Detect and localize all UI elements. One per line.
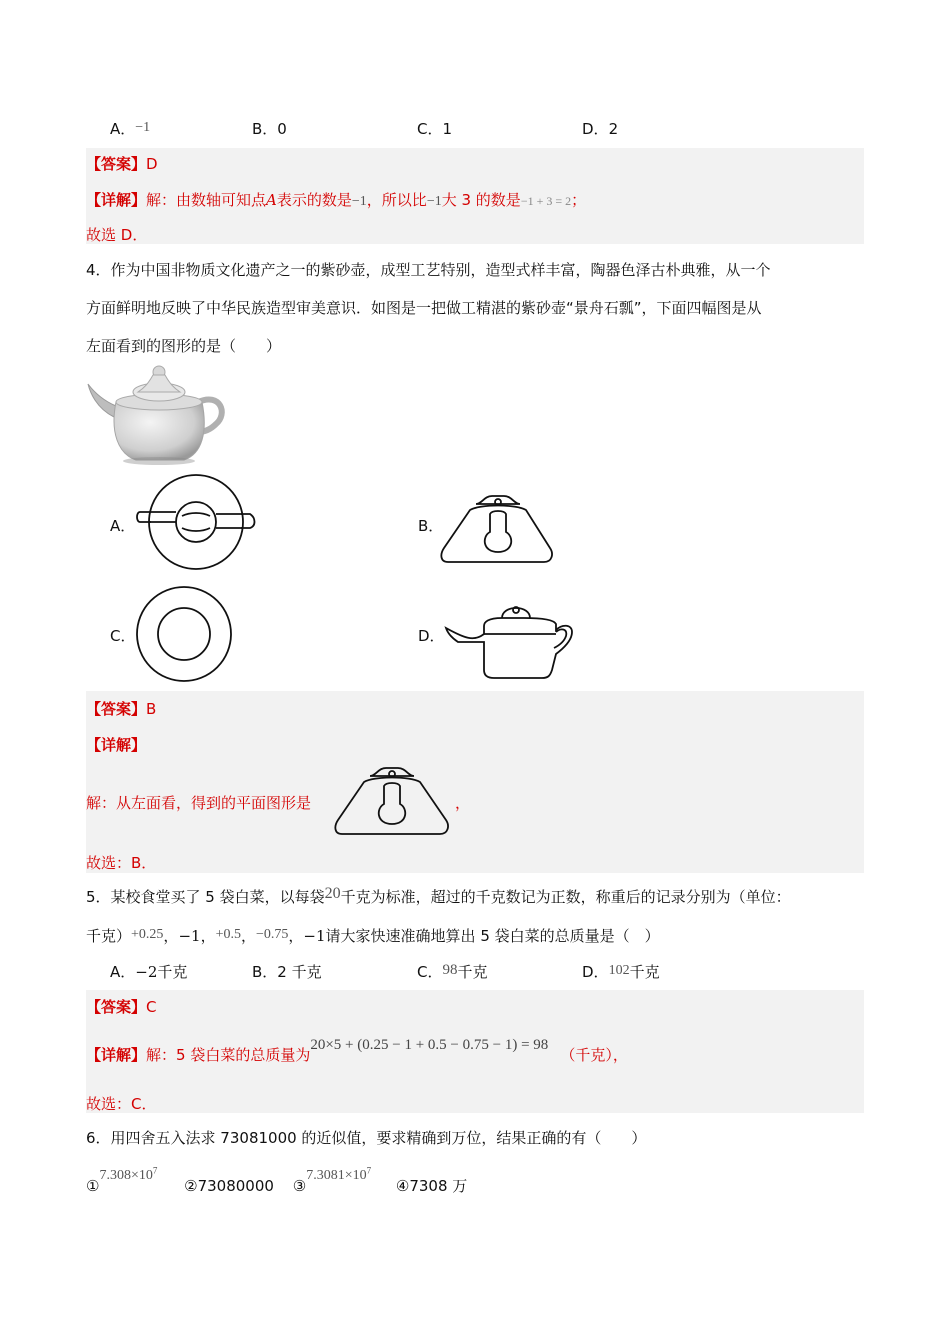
q4-detail [86,792,311,813]
option-label: C． [417,120,443,138]
answer-value: B [146,700,157,718]
answer-tag: 【答案】 [86,700,147,718]
q5-answer [86,996,157,1017]
item-math [306,1165,372,1183]
item-label: ② [184,1177,198,1195]
option-value: 98 [442,962,458,978]
q5-conclusion: 故选：C． [86,1095,157,1113]
item-text: 7308 万 [409,1177,468,1195]
item-math [99,1165,158,1183]
item-text: 73080000 [197,1177,274,1195]
item-label: ③ [292,1177,307,1195]
stem-text: 请大家快速准确地算出 5 袋白菜的总质量是（ ） [325,927,660,945]
detail-tag: 【详解】 [86,191,147,209]
item-math-base: 7.3081×10 [306,1168,367,1183]
q4-option-d-label: D． [418,627,445,645]
answer-value: C [146,998,157,1016]
q6-stem: 6．用四舍五入法求 73081000 的近似值，要求精确到万位，结果正确的有（ ） [86,1129,647,1147]
item-label: ④ [395,1177,410,1195]
record-value: +0.5 [215,927,241,942]
q3-conclusion: 故选 D． [86,226,148,244]
detail-math: −1 [426,194,442,209]
record-value: −1 [178,927,201,945]
option-value: 1 [442,120,453,138]
option-label: A． [110,120,136,138]
q4-stem-line2: 方面鲜明地反映了中华民族造型审美意识．如图是一把做工精湛的紫砂壶“景舟石瓢”，下面四幅图是从 [86,299,762,317]
option-label: D． [582,120,609,138]
option-value: 0 [277,120,287,138]
detail-text: 解：5 袋白菜的总质量为 [146,1046,311,1064]
q4-option-b-label: B． [418,517,444,535]
q5-stem-line1 [86,886,791,907]
q4-option-c-label: C． [110,627,136,645]
item-math-exp: 7 [366,1165,372,1176]
q4-detail-figure [334,764,452,836]
stem-text: 千克） [86,927,132,945]
option-unit: 千克 [291,963,322,981]
record-value: −1 [303,927,326,945]
answer-tag: 【答案】 [86,155,147,173]
option-label: B． [252,963,278,981]
option-value: −1 [135,120,151,135]
detail-text: 表示的数是 [276,191,352,209]
detail-tag: 【详解】 [86,1046,147,1064]
q4-stem-line1: 4．作为中国非物质文化遗产之一的紫砂壶，成型工艺特别，造型式样丰富，陶器色泽古朴典雅，从一个 [86,261,771,279]
option-label: C． [417,963,443,981]
teapot-image [86,362,231,464]
option-value: 2 [277,963,287,981]
q5-option-d [582,961,660,982]
q4-answer-block [86,691,864,873]
q4-option-a-label: A． [110,517,136,535]
detail-text: 大 3 的数是 [441,191,521,209]
option-value: 2 [608,120,619,138]
q3-option-d [582,118,618,139]
stem-math: 20 [324,885,341,902]
item-label: ① [86,1177,100,1195]
q5-option-b [252,961,322,982]
record-value: −0.75 [256,927,289,942]
q3-option-a [110,118,150,139]
q6-items [86,1165,468,1196]
q4-option-d-figure [444,604,576,680]
detail-math: −1 [351,194,367,209]
detail-text: 解：从左面看，得到的平面图形是 [86,794,312,812]
option-label: A． [110,963,136,981]
option-unit: 千克 [457,963,488,981]
detail-text: ； [571,191,587,209]
detail-text: （千克）， [560,1046,628,1064]
option-unit: 千克 [629,963,660,981]
option-label: D． [582,963,609,981]
detail-formula: 20×5 + (0.25 − 1 + 0.5 − 0.75 − 1) = 98 [310,1037,549,1053]
item-math-exp: 7 [152,1165,158,1176]
q5-option-c [417,961,488,982]
option-label: B． [252,120,278,138]
q5-stem-line2: 千克）+0.25，−1，+0.5，−0.75，−1请大家快速准确地算出 5 袋白菜的总质量是（ ） [86,927,660,945]
option-unit: 千克 [157,963,188,981]
q3-option-b [252,118,287,139]
q4-detail-comma: ， [455,794,471,812]
q5-detail [86,1037,628,1065]
detail-text: 解：由数轴可知点 [146,191,267,209]
q5-option-a [110,961,187,982]
detail-math: −1 + 3 = 2 [520,194,572,208]
q4-option-c-figure [134,584,234,684]
q3-detail [86,189,586,210]
answer-value: D [146,155,158,173]
stem-text: 千克为标准，超过的千克数记为正数，称重后的记录分别为（单位： [340,888,791,906]
stem-text: 5．某校食堂买了 5 袋白菜，以每袋 [86,888,325,906]
q4-option-b-figure [440,490,555,564]
record-value: +0.25 [131,927,164,942]
q4-option-a-figure [134,474,259,574]
q4-detail-tag: 【详解】 [86,736,147,754]
q4-answer [86,698,156,719]
detail-variable: A [266,191,277,209]
answer-tag: 【答案】 [86,998,147,1016]
q3-option-c [417,118,452,139]
q3-answer [86,153,158,174]
detail-text: ，所以比 [366,191,427,209]
q4-conclusion: 故选：B． [86,854,157,872]
item-math-base: 7.308×10 [99,1168,153,1183]
option-value: 102 [608,963,630,978]
q4-stem-line3: 左面看到的图形的是（ ） [86,337,282,355]
option-value: −2 [135,963,158,981]
